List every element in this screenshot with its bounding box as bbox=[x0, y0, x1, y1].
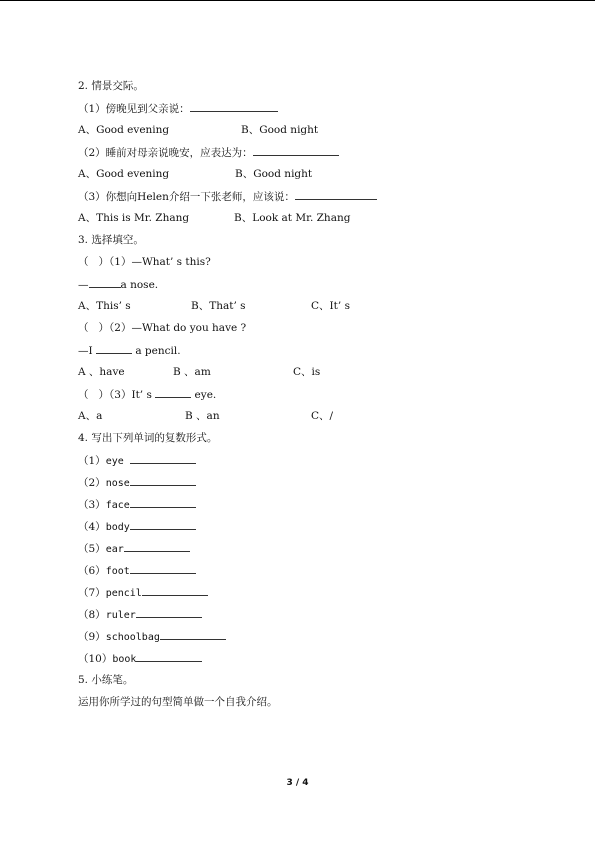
s2-q2-stem: （2）睡前对母亲说晚安，应表达为： bbox=[78, 147, 253, 159]
s4-item-blank[interactable] bbox=[124, 541, 190, 552]
s4-item-10 bbox=[78, 651, 202, 667]
s2-q3-options bbox=[78, 211, 350, 225]
s2-q1-blank[interactable] bbox=[190, 101, 278, 112]
s3-q2-stem: （ ）（2）—What do you have ? bbox=[78, 322, 247, 334]
s4-item-3 bbox=[78, 497, 196, 513]
s2-q3 bbox=[78, 189, 377, 204]
s2-q2-option-b: B、Good night bbox=[235, 168, 313, 180]
s2-q1 bbox=[78, 101, 278, 116]
s4-item-word: schoolbag bbox=[105, 632, 160, 643]
s4-item-blank[interactable] bbox=[160, 629, 226, 640]
page-number: 3 / 4 bbox=[286, 778, 309, 788]
s4-item-blank[interactable] bbox=[130, 497, 196, 508]
s3-q1-options bbox=[78, 299, 350, 313]
s3-q3-stem-end: eye. bbox=[191, 389, 217, 401]
s4-item-8 bbox=[78, 607, 202, 623]
s4-item-blank[interactable] bbox=[130, 563, 196, 574]
s4-item-num: （3） bbox=[78, 499, 106, 511]
s3-q2-option-b: B 、am bbox=[173, 366, 211, 378]
s4-item-blank[interactable] bbox=[136, 651, 202, 662]
section3-title: 3. 选择填空。 bbox=[78, 234, 144, 246]
s4-item-word: face bbox=[105, 500, 130, 511]
s4-item-blank[interactable] bbox=[130, 453, 196, 464]
s4-item-word: pencil bbox=[105, 588, 142, 599]
page-top-border bbox=[0, 0, 595, 1]
s3-q3-options bbox=[78, 409, 333, 423]
s4-item-num: （2） bbox=[78, 477, 106, 489]
s2-q2-option-a: A、Good evening bbox=[78, 168, 170, 180]
s3-q2-answer bbox=[78, 343, 181, 358]
s4-item-word: foot bbox=[105, 566, 130, 577]
s2-q2-blank[interactable] bbox=[253, 145, 339, 156]
s4-item-word: nose bbox=[105, 478, 130, 489]
s2-q1-options bbox=[78, 123, 318, 137]
section4-title: 4. 写出下列单词的复数形式。 bbox=[78, 432, 218, 444]
s2-q2-options bbox=[78, 167, 312, 181]
s4-item-word: eye bbox=[105, 456, 130, 467]
s2-q3-stem: （3）你想向Helen介绍一下张老师，应该说： bbox=[78, 191, 295, 203]
s4-item-7 bbox=[78, 585, 208, 601]
s2-q2 bbox=[78, 145, 339, 160]
s4-item-num: （1） bbox=[78, 455, 106, 467]
s4-item-num: （4） bbox=[78, 521, 106, 533]
s3-q1-answer-text: a nose. bbox=[120, 279, 159, 291]
s2-q1-option-a: A、Good evening bbox=[78, 124, 170, 136]
s4-item-1 bbox=[78, 453, 196, 469]
s4-item-word: ruler bbox=[105, 610, 136, 621]
s3-q1-option-c: C、It’ s bbox=[311, 300, 350, 312]
s4-item-5 bbox=[78, 541, 190, 557]
s4-item-blank[interactable] bbox=[142, 585, 208, 596]
s4-item-blank[interactable] bbox=[130, 475, 196, 486]
s4-item-num: （6） bbox=[78, 565, 106, 577]
section5-prompt: 运用你所学过的句型简单做一个自我介绍。 bbox=[78, 696, 278, 708]
s2-q3-blank[interactable] bbox=[295, 189, 377, 200]
s4-item-num: （9） bbox=[78, 631, 106, 643]
s3-q3-blank[interactable] bbox=[155, 387, 191, 398]
s3-q3-stem-text: （ ）（3）It’ s bbox=[78, 389, 156, 401]
s3-q1-option-a: A、This’ s bbox=[78, 300, 131, 312]
s3-q1-option-b: B、That’ s bbox=[191, 300, 246, 312]
s3-q2-option-a: A 、have bbox=[78, 366, 125, 378]
s3-q2-options bbox=[78, 365, 320, 379]
s4-item-4 bbox=[78, 519, 196, 535]
s4-item-blank[interactable] bbox=[130, 519, 196, 530]
s4-item-6 bbox=[78, 563, 196, 579]
s2-q1-option-b: B、Good night bbox=[241, 124, 319, 136]
s2-q3-option-b: B、Look at Mr. Zhang bbox=[234, 212, 351, 224]
s2-q1-stem: （1）傍晚见到父亲说： bbox=[78, 103, 190, 115]
s3-q3-option-a: A、a bbox=[78, 410, 103, 422]
s3-q1-blank[interactable] bbox=[89, 277, 121, 288]
s3-q1-dash: — bbox=[78, 279, 89, 291]
section2-title: 2. 情景交际。 bbox=[78, 80, 144, 92]
s3-q3-stem bbox=[78, 387, 216, 402]
s4-item-num: （8） bbox=[78, 609, 106, 621]
s4-item-2 bbox=[78, 475, 196, 491]
s3-q3-option-c: C、/ bbox=[311, 410, 334, 422]
s4-item-num: （10） bbox=[78, 653, 113, 665]
s3-q2-blank[interactable] bbox=[96, 343, 132, 354]
s3-q2-answer-text: a pencil. bbox=[132, 345, 181, 357]
s4-item-word: body bbox=[105, 522, 130, 533]
s4-item-blank[interactable] bbox=[136, 607, 202, 618]
s3-q3-option-b: B 、an bbox=[185, 410, 220, 422]
s4-item-num: （5） bbox=[78, 543, 106, 555]
s2-q3-option-a: A、This is Mr. Zhang bbox=[78, 212, 190, 224]
s3-q1-stem: （ ）（1）—What’ s this? bbox=[78, 256, 211, 268]
s4-item-num: （7） bbox=[78, 587, 106, 599]
s4-item-word: book bbox=[112, 654, 137, 665]
s4-item-word: ear bbox=[105, 544, 124, 555]
s3-q2-dash: —I bbox=[78, 345, 96, 357]
section5-title: 5. 小练笔。 bbox=[78, 674, 134, 686]
s3-q1-answer bbox=[78, 277, 158, 292]
s3-q2-option-c: C、is bbox=[293, 366, 321, 378]
s4-item-9 bbox=[78, 629, 226, 645]
